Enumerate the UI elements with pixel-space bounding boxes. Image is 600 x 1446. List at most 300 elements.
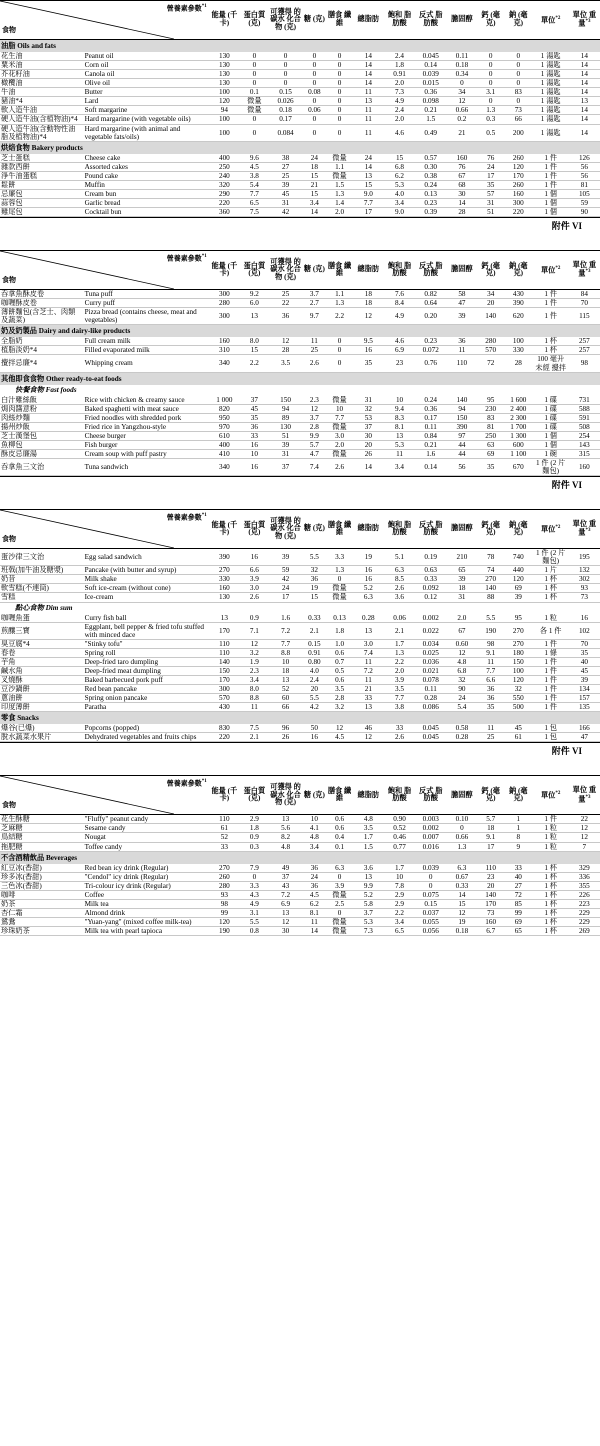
appendix-label: 附件 VI [551,746,582,757]
cell-calcium: 140 [478,584,504,593]
food-name-en: Baked barbecued pork puff [82,675,209,684]
cell-protein: 16 [240,459,269,476]
food-name-en: Cream soup with puff pastry [82,449,209,458]
cell-fat: 14 [353,61,384,70]
header-chol: 膽固醇 [446,510,477,549]
cell-fat: 5.2 [353,584,384,593]
cell-unit: 1 件 (2 片 麵包) [533,549,569,566]
section-title-en: Dairy and dairy-like products [38,327,131,336]
cell-energy: 13 [209,614,240,623]
cell-unit_weight: 157 [569,694,600,703]
cell-sugar: 4.2 [302,703,326,712]
food-name-zh: 三色冰(香甜) [0,881,82,890]
cell-unit: 1 碟 [533,396,569,405]
cell-energy: 360 [209,208,240,217]
cell-calcium: 1.3 [478,106,504,115]
cell-energy: 160 [209,337,240,346]
cell-unit: 1 件 [533,815,569,824]
cell-calcium: 81 [478,422,504,431]
cell-fat: 7.3 [353,927,384,936]
cell-sugar: 2.6 [302,355,326,372]
table-row [0,459,600,476]
cell-chol: 0.2 [446,115,477,124]
cell-unit_weight: 229 [569,917,600,926]
header-unit_weight: 單位 重量$^{*3}$ [569,776,600,815]
section-title-zh: 點心食物 [15,603,44,612]
table-row [0,575,600,584]
cell-transfat: 0.64 [415,299,446,308]
cell-unit: 1 包 [533,724,569,733]
cell-fat: 1.5 [353,842,384,851]
header-protein: 蛋白質 (克) [240,251,269,290]
cell-carb: 30 [269,927,303,936]
food-name-zh: 珍多冰(香甜) [0,872,82,881]
cell-energy: 410 [209,449,240,458]
section-heading [0,40,600,53]
cell-unit: 1 粒 [533,833,569,842]
cell-energy: 400 [209,154,240,163]
cell-sodium: 69 [504,917,533,926]
food-name-zh: 豆沙鍋餅 [0,685,82,694]
cell-protein: 1.8 [240,824,269,833]
cell-protein: 2.6 [240,593,269,602]
food-name-zh: 魚柳包 [0,440,82,449]
cell-satfat: 2.2 [384,908,415,917]
header-food: 食物 [2,26,16,35]
cell-calcium: 17 [478,842,504,851]
cell-unit: 1 件 [533,666,569,675]
section-title-zh: 快餐食物 [15,386,44,395]
cell-sugar: 4.0 [302,666,326,675]
table-row [0,833,600,842]
cell-unit_weight: 16 [569,614,600,623]
cell-fat: 26 [353,449,384,458]
cell-protein: 0 [240,61,269,70]
cell-transfat: 0.045 [415,733,446,742]
cell-fibre: 1.3 [326,189,352,198]
cell-chol: 56 [446,459,477,476]
food-name-zh: 橄欖油 [0,79,82,88]
cell-transfat: 0.045 [415,52,446,61]
food-name-en: Milk tea with pearl tapioca [82,927,209,936]
cell-chol: 36 [446,337,477,346]
cell-chol: 0.28 [446,733,477,742]
table-row [0,657,600,666]
cell-protein: 3.9 [240,575,269,584]
cell-sodium: 120 [504,575,533,584]
cell-sodium: 1 300 [504,431,533,440]
cell-transfat: 0.76 [415,355,446,372]
cell-sugar: 0.80 [302,657,326,666]
header-calcium: 鈣 (毫克) [478,510,504,549]
food-name-en: Cheese cake [82,154,209,163]
header-note: *3 [585,794,591,800]
section-heading [0,141,600,154]
cell-energy: 220 [209,733,240,742]
table-row [0,290,600,299]
cell-unit_weight: 93 [569,584,600,593]
cell-fat: 11 [353,106,384,115]
table-row [0,584,600,593]
cell-calcium: 270 [478,575,504,584]
cell-unit_weight: 14 [569,70,600,79]
cell-transfat: 0.037 [415,908,446,917]
cell-chol: 0.11 [446,52,477,61]
table-header [0,1,600,40]
cell-sodium: 33 [504,864,533,873]
cell-unit: 1 個 [533,208,569,217]
cell-unit: 1 杯 [533,908,569,917]
cell-unit_weight: 143 [569,440,600,449]
cell-carb: 4.8 [269,842,303,851]
cell-sugar: 5.7 [302,440,326,449]
cell-calcium: 0 [478,52,504,61]
cell-fat: 13 [353,872,384,881]
cell-protein: 6.5 [240,198,269,207]
cell-unit: 1 杯 [533,917,569,926]
cell-satfat: 8.5 [384,575,415,584]
cell-calcium: 98 [478,639,504,648]
cell-satfat: 4.6 [384,337,415,346]
food-name-en: Garlic bread [82,198,209,207]
cell-sugar: 2.7 [302,299,326,308]
cell-calcium: 190 [478,622,504,639]
cell-unit: 1 湯匙 [533,115,569,124]
cell-satfat: 7.6 [384,290,415,299]
header-satfat: 飽和 脂肪酸 [384,776,415,815]
cell-unit_weight: 81 [569,180,600,189]
cell-fibre: 0 [326,115,352,124]
food-name-zh: 白汁雞絲飯 [0,396,82,405]
cell-fibre: 0.4 [326,833,352,842]
header-fibre: 膳食 纖維 [326,251,352,290]
cell-sugar: 2.4 [302,675,326,684]
cell-carb: 43 [269,881,303,890]
food-name-zh: 雪糕 [0,593,82,602]
cell-chol: 94 [446,404,477,413]
cell-fibre: 1.3 [326,566,352,575]
cell-carb: 66 [269,703,303,712]
header-unit_weight: 單位 重量$^{*3}$ [569,510,600,549]
header-note: *1 [201,4,207,9]
cell-carb: 25 [269,290,303,299]
cell-sugar: 7.4 [302,459,326,476]
cell-transfat: 0.036 [415,657,446,666]
cell-satfat: 6.5 [384,927,415,936]
section-heading [0,372,600,385]
cell-carb: 42 [269,575,303,584]
cell-fibre: 7.7 [326,413,352,422]
cell-satfat: 2.1 [384,622,415,639]
table-row [0,639,600,648]
cell-sodium: 300 [504,198,533,207]
cell-unit_weight: 257 [569,346,600,355]
cell-fibre: 0 [326,355,352,372]
cell-energy: 260 [209,872,240,881]
cell-chol: 31 [446,593,477,602]
cell-fibre: 2.5 [326,899,352,908]
cell-unit_weight: 731 [569,396,600,405]
cell-sugar: 0 [302,97,326,106]
table-row [0,355,600,372]
cell-protein: 5.4 [240,180,269,189]
cell-chol: 140 [446,396,477,405]
cell-chol: 21 [446,124,477,141]
cell-unit: 1 湯匙 [533,61,569,70]
cell-fibre: 0.6 [326,824,352,833]
page-gap [0,491,600,509]
cell-fat: 11 [353,115,384,124]
cell-fat: 3.7 [353,908,384,917]
cell-protein: 3.3 [240,881,269,890]
cell-unit: 1 碟 [533,422,569,431]
cell-fibre: 3.9 [326,881,352,890]
cell-carb: 7.2 [269,622,303,639]
cell-unit: 1 杯 [533,593,569,602]
cell-chol: 390 [446,422,477,431]
cell-fibre: 6.3 [326,864,352,873]
cell-satfat: 1.7 [384,639,415,648]
cell-protein: 11 [240,703,269,712]
cell-chol: 44 [446,449,477,458]
cell-energy: 310 [209,346,240,355]
cell-sugar: 0.06 [302,106,326,115]
header-fat: 總脂肪 [353,510,384,549]
cell-protein: 0 [240,79,269,88]
cell-sugar: 3.4 [302,198,326,207]
cell-chol: 30 [446,189,477,198]
cell-unit: 1 件 [533,308,569,325]
cell-sugar: 19 [302,584,326,593]
food-name-zh: 脫水蔬菜水果片 [0,733,82,742]
food-name-en: Curry fish ball [82,614,209,623]
nutrition-table [0,775,600,936]
cell-transfat: 0.039 [415,864,446,873]
cell-unit_weight: 223 [569,899,600,908]
section-title-zh: 油脂 [1,41,16,50]
cell-energy: 110 [209,815,240,824]
cell-energy: 830 [209,724,240,733]
food-name-en: Pizza bread (contains cheese, meat and vegetables) [82,308,209,325]
section-title-en: Oils and fats [17,41,56,50]
cell-satfat: 8.1 [384,422,415,431]
cell-chol: 110 [446,355,477,372]
cell-satfat: 3.6 [384,593,415,602]
cell-carb: 38 [269,154,303,163]
cell-protein: 2.3 [240,666,269,675]
food-name-en: Tuna sandwich [82,459,209,476]
cell-unit_weight: 329 [569,864,600,873]
cell-fibre: 0.5 [326,666,352,675]
header-unit_weight: 單位 重量$^{*3}$ [569,251,600,290]
cell-energy: 170 [209,622,240,639]
cell-sugar: 2.3 [302,396,326,405]
cell-fat: 14 [353,79,384,88]
cell-energy: 300 [209,290,240,299]
header-calcium: 鈣 (毫克) [478,776,504,815]
cell-chol: 210 [446,549,477,566]
cell-protein: 8.0 [240,685,269,694]
cell-protein: 2.2 [240,355,269,372]
food-name-zh: 爆谷(已爆) [0,724,82,733]
cell-unit: 1 湯匙 [533,52,569,61]
cell-sugar: 32 [302,566,326,575]
header-protein: 蛋白質 (克) [240,510,269,549]
food-name-en: Red bean icy drink (Regular) [82,864,209,873]
cell-chol: 0.34 [446,70,477,79]
cell-unit: 1 粒 [533,614,569,623]
header-note: *2 [555,790,561,796]
cell-unit: 1 包 [533,733,569,742]
header-transfat: 反式 脂肪酸 [415,1,446,40]
cell-fibre: 0.7 [326,657,352,666]
cell-unit_weight: 14 [569,52,600,61]
cell-chol: 68 [446,180,477,189]
diagonal-divider [0,510,174,548]
cell-satfat: 10 [384,396,415,405]
cell-carb: 8.2 [269,833,303,842]
cell-sugar: 0 [302,115,326,124]
cell-sodium: 0 [504,70,533,79]
table-row [0,154,600,163]
cell-transfat: 0.072 [415,346,446,355]
food-name-en: Hard margarine (with animal and vegetable fats/oils) [82,124,209,141]
cell-fibre: 0 [326,79,352,88]
food-name-en: Olive oil [82,79,209,88]
table-row [0,899,600,908]
food-name-en: Deep-fried meat dumpling [82,666,209,675]
cell-satfat: 0.46 [384,833,415,842]
cell-satfat: 7.8 [384,881,415,890]
cell-calcium: 140 [478,890,504,899]
cell-satfat: 1.7 [384,864,415,873]
cell-fat: 30 [353,431,384,440]
food-name-zh: 軟人造牛油 [0,106,82,115]
nutrition-table [0,509,600,742]
cell-calcium: 36 [478,694,504,703]
cell-sodium: 670 [504,459,533,476]
cell-unit: 1 湯匙 [533,106,569,115]
cell-sugar: 9.9 [302,431,326,440]
cell-fibre: 10 [326,404,352,413]
cell-calcium: 0 [478,61,504,70]
food-name-zh: 紅豆冰(香甜) [0,864,82,873]
cell-energy: 290 [209,189,240,198]
cell-protein: 6.0 [240,299,269,308]
food-name-zh: 肉絲炒麵 [0,413,82,422]
cell-chol: 90 [446,685,477,694]
food-name-zh: 鹹水角 [0,666,82,675]
cell-energy: 98 [209,899,240,908]
cell-energy: 570 [209,694,240,703]
cell-transfat: 0.003 [415,815,446,824]
header-carb: 可獲得 的碳水 化合物 (克) [269,510,303,549]
cell-fat: 11 [353,88,384,97]
cell-energy: 33 [209,842,240,851]
cell-transfat: 0.015 [415,79,446,88]
cell-protein: 5.5 [240,917,269,926]
cell-unit_weight: 12 [569,824,600,833]
cell-protein: 16 [240,440,269,449]
cell-fibre: 微量 [326,422,352,431]
header-unit: 單位$^{*2}$ [533,251,569,290]
cell-protein: 16 [240,549,269,566]
cell-satfat: 9.0 [384,208,415,217]
cell-carb: 42 [269,208,303,217]
cell-fibre: 1.1 [326,162,352,171]
cell-calcium: 36 [478,685,504,694]
table-row [0,927,600,936]
cell-protein: 微量 [240,106,269,115]
table-row [0,180,600,189]
cell-protein: 35 [240,413,269,422]
table-row [0,675,600,684]
cell-protein: 微量 [240,97,269,106]
cell-chol: 4.8 [446,657,477,666]
cell-unit: 1 片 [533,566,569,575]
header-note: *3 [585,269,591,275]
cell-calcium: 76 [478,154,504,163]
cell-unit: 1 件 [533,675,569,684]
cell-fibre: 0.6 [326,648,352,657]
cell-sodium: 620 [504,308,533,325]
cell-sugar: 24 [302,872,326,881]
cell-unit: 1 湯匙 [533,97,569,106]
food-name-zh: 芝士蛋糕 [0,154,82,163]
cell-satfat: 0.91 [384,70,415,79]
food-name-en: "Fluffy" peanut candy [82,815,209,824]
cell-calcium: 0 [478,79,504,88]
cell-fat: 7.2 [353,666,384,675]
food-name-en: Milk tea [82,899,209,908]
cell-calcium: 20 [478,299,504,308]
table-row [0,52,600,61]
cell-fibre: 1.8 [326,622,352,639]
food-name-en: Tuna puff [82,290,209,299]
cell-fat: 35 [353,355,384,372]
table-row [0,88,600,97]
section-title-zh: 烘焙食物 [1,143,30,152]
cell-satfat: 11 [384,449,415,458]
cell-unit: 1 件 [533,703,569,712]
cell-fat: 16 [353,575,384,584]
cell-carb: 7.7 [269,639,303,648]
cell-carb: 13 [269,675,303,684]
food-name-zh: 攪拌忌廉*4 [0,355,82,372]
food-name-zh: 鴛鴦 [0,917,82,926]
cell-carb: 1.6 [269,614,303,623]
table-row [0,694,600,703]
cell-chol: 0 [446,79,477,88]
cell-fibre: 0.6 [326,675,352,684]
cell-carb: 8.8 [269,648,303,657]
cell-fibre: 0 [326,337,352,346]
cell-carb: 5.6 [269,824,303,833]
cell-fibre: 微量 [326,917,352,926]
cell-satfat: 2.2 [384,657,415,666]
header-protein: 蛋白質 (克) [240,1,269,40]
food-name-en: Rice with chicken & creamy sauce [82,396,209,405]
cell-satfat: 1.3 [384,648,415,657]
cell-sugar: 10 [302,815,326,824]
cell-calcium: 250 [478,431,504,440]
cell-sodium: 9 [504,842,533,851]
cell-protein: 8.0 [240,337,269,346]
cell-calcium: 25 [478,733,504,742]
cell-transfat: 0.24 [415,180,446,189]
table-row [0,337,600,346]
food-name-en: Tri-colour icy drink (Regular) [82,881,209,890]
